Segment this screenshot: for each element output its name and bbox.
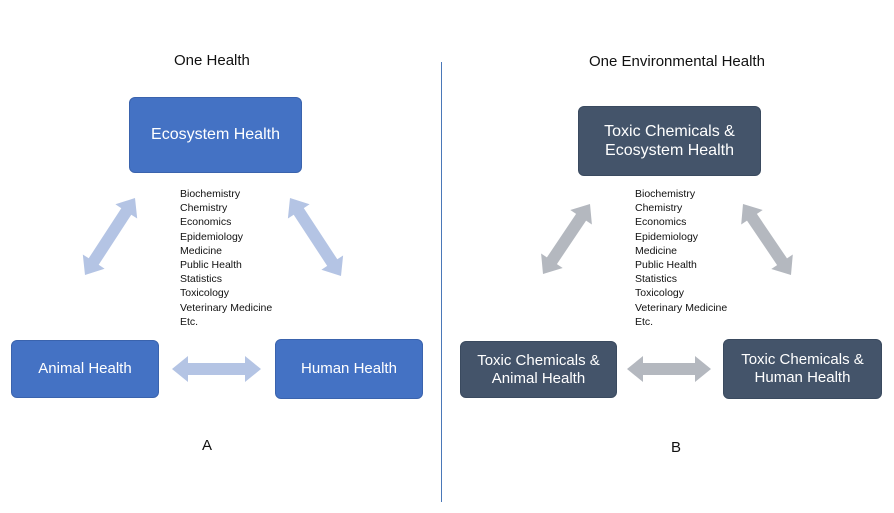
discipline-item: Veterinary Medicine: [180, 301, 273, 314]
box-line: Toxic Chemicals &: [604, 122, 735, 140]
discipline-item: Toxicology: [635, 287, 685, 300]
box-line: Animal Health: [491, 369, 586, 387]
discipline-item: Veterinary Medicine: [635, 301, 728, 314]
double-arrow-left-diagonal: [83, 198, 137, 275]
discipline-item: Medicine: [635, 244, 678, 257]
discipline-item: Etc.: [635, 315, 654, 328]
box-line: Toxic Chemicals &: [477, 351, 600, 369]
panel-a-label: A: [202, 437, 213, 454]
discipline-item: Epidemiology: [180, 230, 244, 243]
double-arrow-horizontal: [172, 356, 261, 382]
panel-b-arrows: [541, 204, 793, 382]
discipline-item: Statistics: [635, 273, 678, 286]
discipline-item: Biochemistry: [180, 188, 241, 200]
discipline-item: Medicine: [180, 244, 223, 257]
panel-a-title: One Health: [174, 52, 250, 69]
discipline-item: Biochemistry: [635, 188, 696, 200]
double-arrow-horizontal: [627, 356, 711, 382]
discipline-item: Chemistry: [180, 202, 228, 215]
animal-health-box: Animal Health: [11, 340, 159, 398]
panel-b-label: B: [671, 439, 682, 456]
ecosystem-health-box: Ecosystem Health: [129, 97, 302, 173]
double-arrow-right-diagonal: [288, 198, 343, 276]
double-arrow-left-diagonal: [541, 204, 592, 274]
discipline-item: Toxicology: [180, 287, 230, 300]
box-line: Human Health: [754, 369, 851, 386]
discipline-item: Statistics: [180, 273, 223, 286]
box-line: Toxic Chemicals &: [741, 351, 864, 368]
discipline-item: Economics: [180, 216, 232, 229]
discipline-item: Chemistry: [635, 202, 683, 215]
panel-a-arrows: [83, 198, 343, 382]
discipline-item: Epidemiology: [635, 230, 699, 243]
discipline-item: Public Health: [635, 259, 697, 272]
discipline-item: Public Health: [180, 259, 242, 272]
box-line: Ecosystem Health: [605, 142, 734, 159]
double-arrow-right-diagonal: [741, 204, 793, 275]
discipline-item: Economics: [635, 216, 687, 229]
panel-b-title: One Environmental Health: [589, 53, 765, 70]
discipline-item: Etc.: [180, 315, 199, 328]
human-health-box: Human Health: [275, 339, 423, 399]
